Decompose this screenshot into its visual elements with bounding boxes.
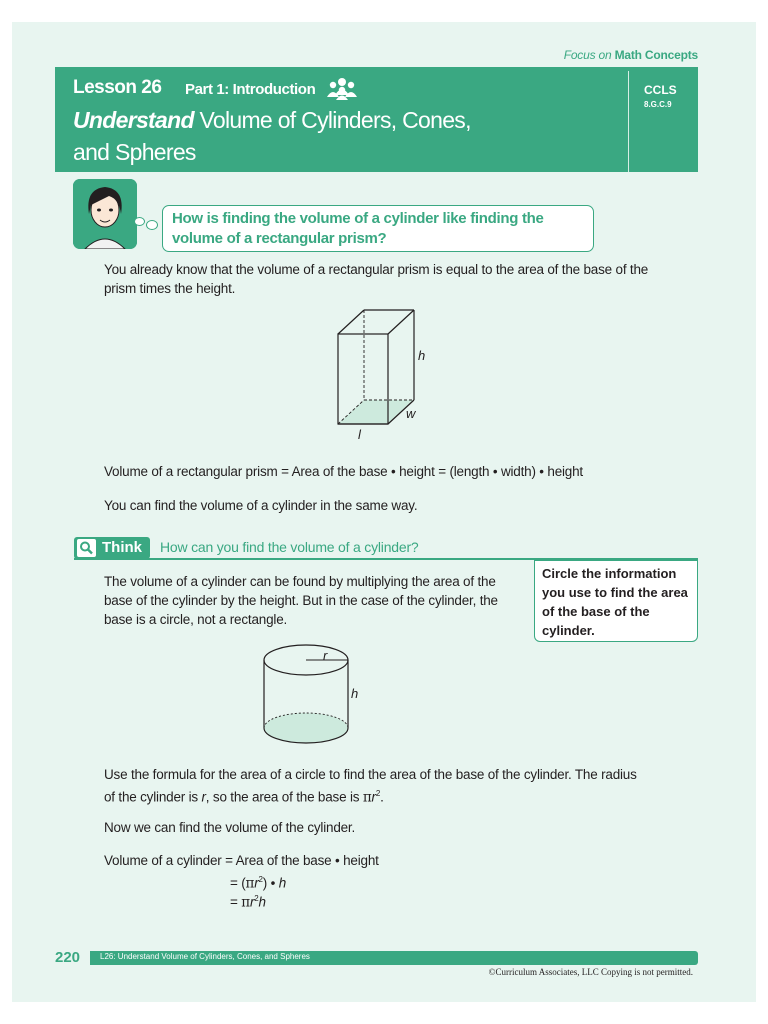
footer-bar [90,951,698,965]
rectangular-prism-diagram [332,308,432,440]
copyright-notice: ©Curriculum Associates, LLC Copying is not permitted. [488,967,693,977]
cylinder-same-way: You can find the volume of a cylinder in the same way. [104,498,418,513]
cylinder-diagram [262,640,352,750]
lesson-part: Part 1: Introduction [185,81,316,98]
margin-note [534,560,698,642]
prism-height-label: h [418,348,426,363]
header-divider [628,71,629,172]
student-avatar [73,179,137,249]
think-badge [74,537,150,559]
series-label: Focus on Math Concepts [563,48,698,62]
cylinder-height-label: h [351,686,359,701]
prism-volume-formula: Volume of a rectangular prism = Area of the base • height = (length • width) • height [104,464,583,479]
prism-width-label: w [406,406,416,421]
page-number: 220 [55,949,81,966]
question-text: How is finding the volume of a cylinder like finding the volume of a rectangular prism? [172,210,544,247]
cylinder-volume-line3: = $\pi r^2h$ [230,894,266,911]
lesson-number: Lesson 26 [73,77,162,98]
margin-note-text: Circle the information you use to find the area of the base of the cylinder. [542,566,688,638]
think-paragraph: The volume of a cylinder can be found by multiplying the area of the base of the cylinder by the height. But in the case of the cylinder, the base is a circle, not a rectangle. [104,574,498,627]
footer-lesson-title: L26: Understand Volume of Cylinders, Cones, and Spheres [100,952,310,961]
ccls-label: CCLS [644,83,677,97]
prism-length-label: l [358,427,361,442]
thought-dot-small [134,217,145,226]
group-icon [327,76,357,100]
worksheet-page [12,22,756,1002]
cylinder-volume-line1: Volume of a cylinder = Area of the base • height [104,853,379,868]
thought-dot-large [146,220,158,230]
now-volume-text: Now we can find the volume of the cylinder. [104,820,356,835]
lesson-header [55,67,698,172]
think-question: How can you find the volume of a cylinder? [160,539,419,555]
cylinder-volume-line2: = $(\pi r^2)$ • h [230,875,287,892]
area-formula-paragraph: Use the formula for the area of a circle to find the area of the base of the cylinder. The radius of the cylinder is r, so the area of the base is $\pi r^2$. [104,767,637,806]
lesson-title: Understand Volume of Cylinders, Cones, and Spheres [73,107,471,165]
cylinder-radius-label: r [323,648,328,663]
ccls-code: 8.G.C.9 [644,100,672,109]
question-bubble [162,205,594,252]
intro-paragraph: You already know that the volume of a rectangular prism is equal to the area of the base of the prism times the height. [104,262,649,296]
magnifier-icon [77,539,96,557]
think-label: Think [102,539,142,556]
